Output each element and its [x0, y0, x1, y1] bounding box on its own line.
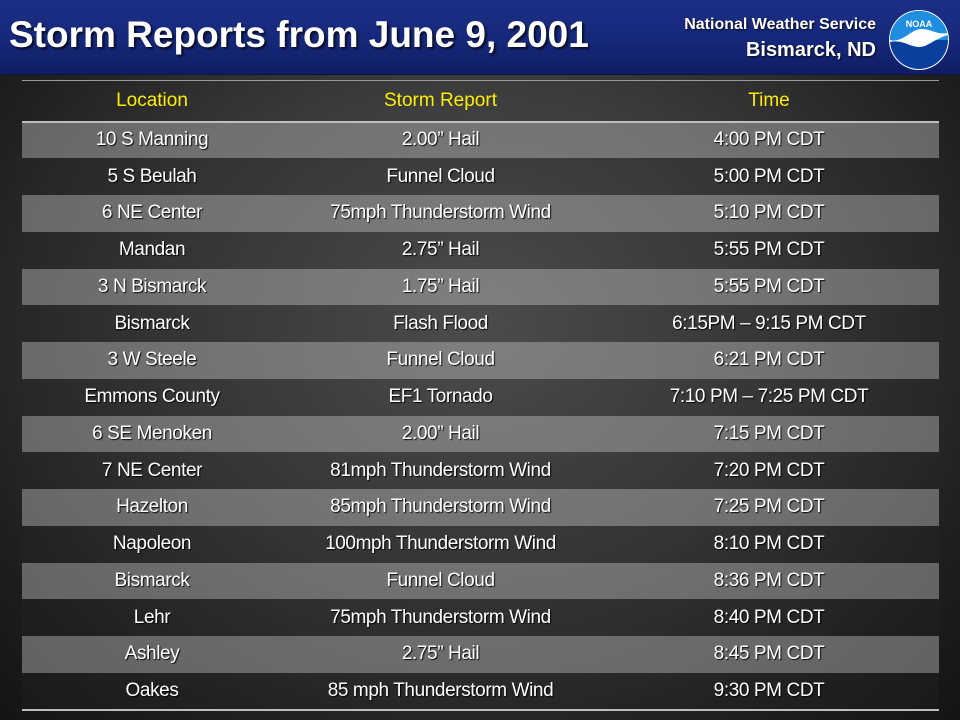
time-cell: 4:00 PM CDT — [599, 122, 939, 159]
table-row — [22, 452, 939, 489]
location-cell: 5 S Beulah — [22, 158, 282, 195]
time-cell: 9:30 PM CDT — [599, 673, 939, 710]
location-cell: 3 W Steele — [22, 342, 282, 379]
column-header-time: Time — [599, 81, 939, 122]
time-cell: 7:10 PM – 7:25 PM CDT — [599, 379, 939, 416]
location-cell: 3 N Bismarck — [22, 269, 282, 306]
svg-text:NOAA: NOAA — [905, 19, 933, 29]
column-header-location: Location — [22, 81, 282, 122]
page-title: Storm Reports from June 9, 2001 — [9, 14, 589, 55]
time-cell: 8:45 PM CDT — [599, 636, 939, 673]
location-cell: Emmons County — [22, 379, 282, 416]
storm-report-cell: 2.75” Hail — [282, 636, 599, 673]
table-row — [22, 122, 939, 159]
table-row — [22, 563, 939, 600]
table-row — [22, 232, 939, 269]
storm-report-cell: Funnel Cloud — [282, 342, 599, 379]
time-cell: 6:15PM – 9:15 PM CDT — [599, 305, 939, 342]
location-cell: Oakes — [22, 673, 282, 710]
time-cell: 7:20 PM CDT — [599, 452, 939, 489]
time-cell: 5:55 PM CDT — [599, 269, 939, 306]
title-banner — [0, 0, 960, 75]
time-cell: 7:15 PM CDT — [599, 416, 939, 453]
storm-report-cell: 75mph Thunderstorm Wind — [282, 195, 599, 232]
location-cell: Hazelton — [22, 489, 282, 526]
location-cell: 6 NE Center — [22, 195, 282, 232]
storm-report-cell: Flash Flood — [282, 305, 599, 342]
time-cell: 8:10 PM CDT — [599, 526, 939, 563]
location-cell: Bismarck — [22, 563, 282, 600]
storm-report-cell: 81mph Thunderstorm Wind — [282, 452, 599, 489]
time-cell: 8:40 PM CDT — [599, 599, 939, 636]
storm-reports-table — [22, 80, 939, 711]
storm-report-cell: Funnel Cloud — [282, 563, 599, 600]
storm-report-cell: Funnel Cloud — [282, 158, 599, 195]
location-cell: Bismarck — [22, 305, 282, 342]
location-cell: 6 SE Menoken — [22, 416, 282, 453]
time-cell: 8:36 PM CDT — [599, 563, 939, 600]
time-cell: 5:55 PM CDT — [599, 232, 939, 269]
location-cell: 7 NE Center — [22, 452, 282, 489]
storm-report-cell: 1.75” Hail — [282, 269, 599, 306]
table-row — [22, 636, 939, 673]
storm-report-cell: 100mph Thunderstorm Wind — [282, 526, 599, 563]
location-cell: Napoleon — [22, 526, 282, 563]
location-cell: Lehr — [22, 599, 282, 636]
table-row — [22, 158, 939, 195]
table-row — [22, 269, 939, 306]
storm-report-cell: 85mph Thunderstorm Wind — [282, 489, 599, 526]
table-row — [22, 599, 939, 636]
agency-block — [684, 15, 876, 65]
table-row — [22, 342, 939, 379]
location-cell: Ashley — [22, 636, 282, 673]
table-row — [22, 195, 939, 232]
storm-report-cell: 85 mph Thunderstorm Wind — [282, 673, 599, 710]
column-header-storm-report: Storm Report — [282, 81, 599, 122]
time-cell: 6:21 PM CDT — [599, 342, 939, 379]
time-cell: 5:10 PM CDT — [599, 195, 939, 232]
table-row — [22, 416, 939, 453]
storm-report-cell: 2.75” Hail — [282, 232, 599, 269]
storm-report-cell: 75mph Thunderstorm Wind — [282, 599, 599, 636]
office-location: Bismarck, ND — [745, 39, 876, 61]
table-row — [22, 305, 939, 342]
time-cell: 7:25 PM CDT — [599, 489, 939, 526]
agency-name: National Weather Service — [684, 16, 876, 33]
storm-report-cell: 2.00” Hail — [282, 416, 599, 453]
location-cell: 10 S Manning — [22, 122, 282, 159]
storm-report-cell: EF1 Tornado — [282, 379, 599, 416]
table-row — [22, 673, 939, 710]
location-cell: Mandan — [22, 232, 282, 269]
table-row — [22, 379, 939, 416]
table-row — [22, 526, 939, 563]
noaa-logo-icon — [888, 9, 950, 71]
table-header-row — [22, 81, 939, 122]
time-cell: 5:00 PM CDT — [599, 158, 939, 195]
storm-report-cell: 2.00” Hail — [282, 122, 599, 159]
table-row — [22, 489, 939, 526]
